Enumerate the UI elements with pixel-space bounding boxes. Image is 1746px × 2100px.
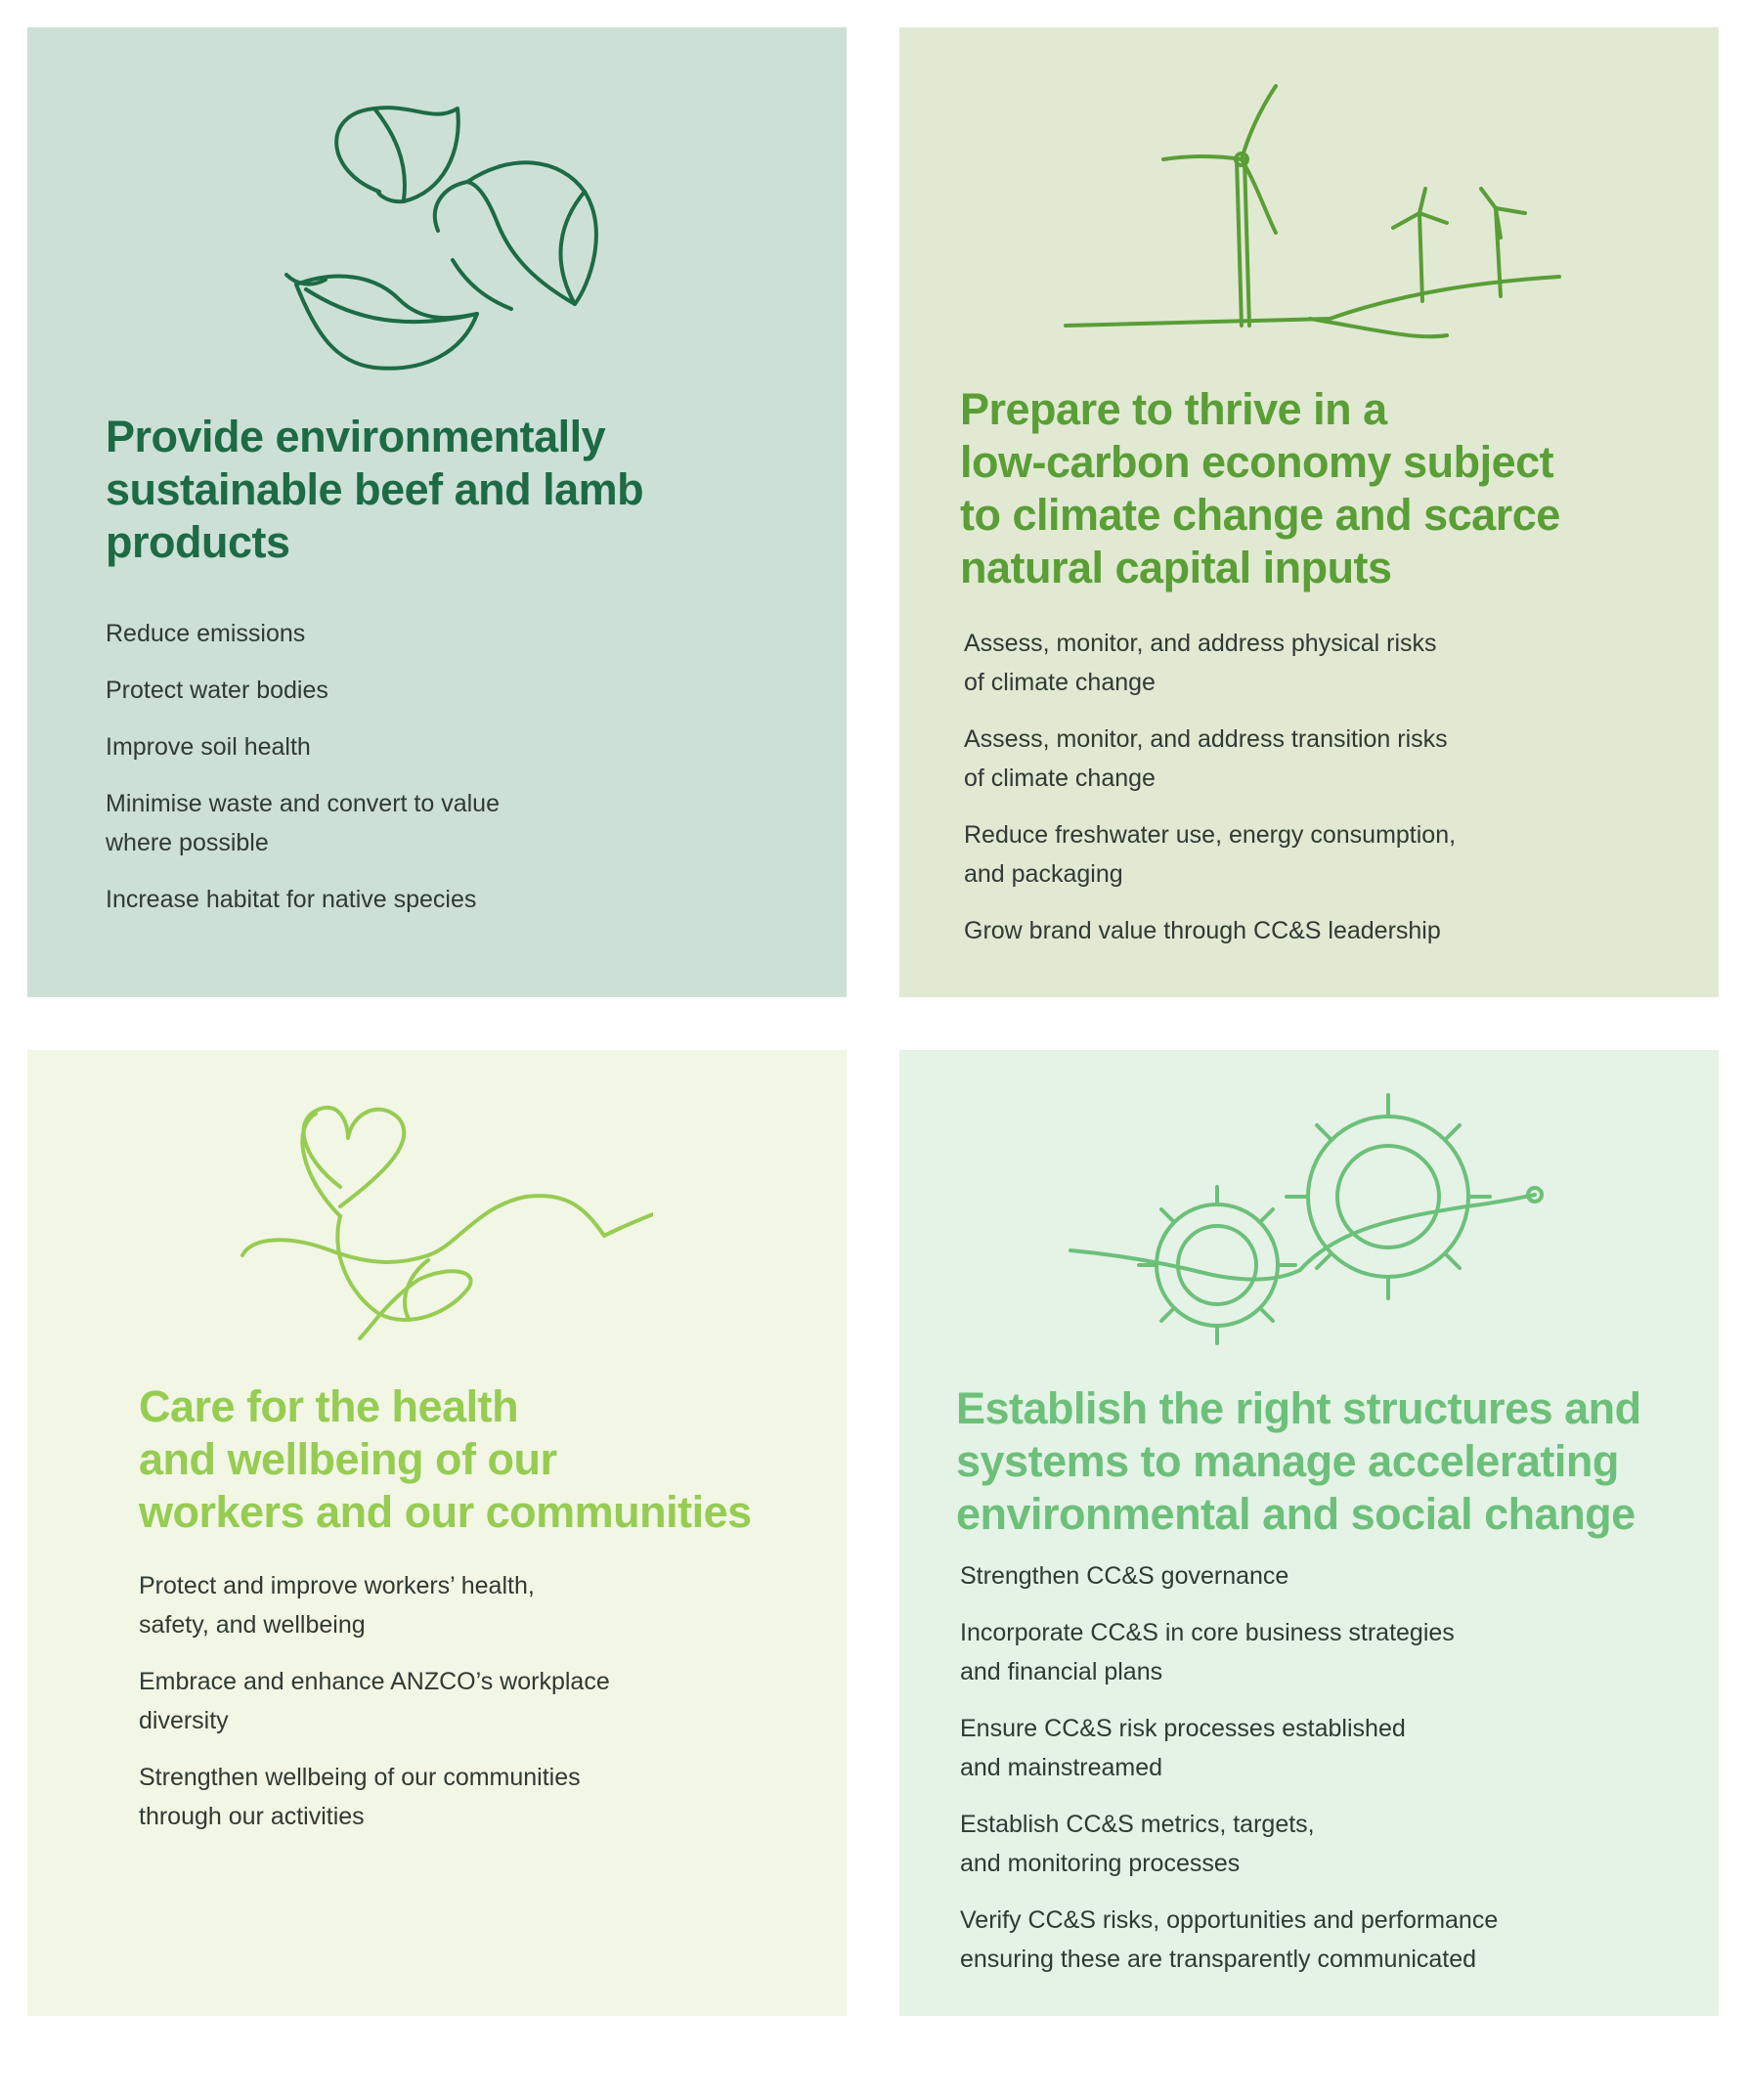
list-item: Minimise waste and convert to value where possible: [106, 790, 500, 856]
gears-icon: [1066, 1079, 1554, 1353]
list-item: Improve soil health: [106, 733, 311, 761]
list-item: Reduce emissions: [106, 620, 306, 647]
list-item: Strengthen CC&S governance: [960, 1562, 1289, 1590]
list-item: Increase habitat for native species: [106, 886, 477, 913]
list-item: Grow brand value through CC&S leadership: [964, 917, 1441, 944]
recycle-leaves-icon: [267, 74, 658, 397]
objective-list: [960, 1556, 1703, 1996]
list-item: Verify CC&S risks, opportunities and performance ensuring these are transparently communicated: [960, 1906, 1499, 1973]
list-item: Protect and improve workers’ health, safety, and wellbeing: [139, 1572, 535, 1639]
list-item: Establish CC&S metrics, targets, and monitoring processes: [960, 1811, 1315, 1877]
panel-title: Prepare to thrive in a low-carbon economy subject to climate change and scarce natural capital inputs: [960, 384, 1560, 592]
list-item: Assess, monitor, and address transition risks of climate change: [964, 725, 1448, 792]
panel-governance: [899, 1050, 1719, 2016]
objective-list: [106, 614, 790, 937]
wind-turbines-icon: [1056, 66, 1564, 389]
objective-list: [139, 1566, 823, 1854]
list-item: Incorporate CC&S in core business strategies and financial plans: [960, 1619, 1455, 1685]
panel-title: Care for the health and wellbeing of our workers and our communities: [139, 1381, 752, 1537]
list-item: Strengthen wellbeing of our communities through our activities: [139, 1764, 581, 1830]
objective-list: [964, 624, 1687, 968]
panel-title: Establish the right structures and systems to manage accelerating environmental and social change: [956, 1383, 1641, 1539]
panel-environment: [27, 27, 847, 997]
panel-climate: [899, 27, 1719, 997]
panel-title: Provide environmentally sustainable beef and lamb products: [106, 412, 644, 567]
panel-wellbeing: [27, 1050, 847, 2016]
heart-hand-icon: [233, 1089, 653, 1343]
list-item: Ensure CC&S risk processes established and mainstreamed: [960, 1715, 1406, 1781]
list-item: Reduce freshwater use, energy consumption, and packaging: [964, 821, 1457, 888]
list-item: Assess, monitor, and address physical risks of climate change: [964, 630, 1437, 696]
list-item: Protect water bodies: [106, 677, 328, 704]
list-item: Embrace and enhance ANZCO’s workplace diversity: [139, 1668, 610, 1734]
